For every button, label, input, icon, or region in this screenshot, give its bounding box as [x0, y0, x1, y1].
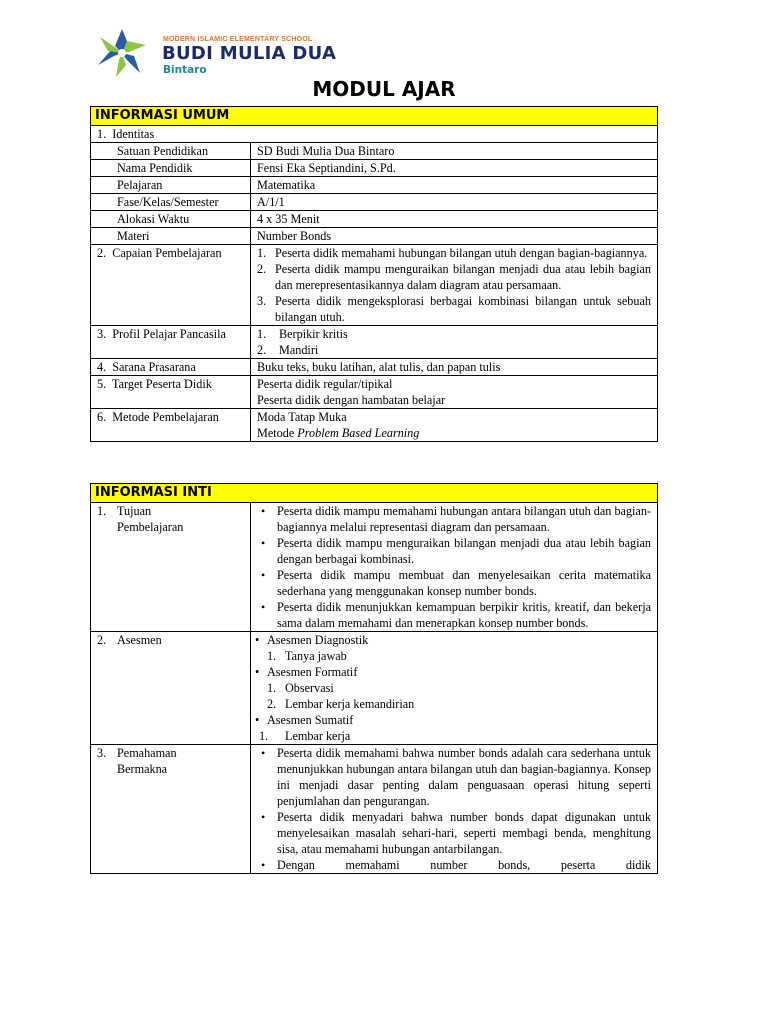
asesmen-group-title: Asesmen Sumatif — [267, 713, 354, 727]
identity-value: A/1/1 — [251, 194, 658, 211]
list-item — [255, 696, 651, 712]
table-row — [91, 211, 658, 228]
asesmen-label-cell — [91, 632, 251, 745]
table-row — [91, 376, 658, 409]
profil-label-cell — [91, 326, 251, 359]
list-text: Peserta didik mampu menguraikan bilangan menjadi dua atau lebih bagian dan merepresentasikannya dalam diagram atau persamaan. — [275, 262, 651, 292]
list-item — [257, 745, 651, 809]
list-text: Peserta didik memahami hubungan bilangan utuh dengan bagian-bagiannya. — [275, 246, 648, 260]
list-item — [257, 503, 651, 535]
table-row — [91, 632, 658, 745]
pemahaman-list — [251, 745, 658, 874]
list-text: Peserta didik mampu menguraikan bilangan menjadi dua atau lebih bagian dengan berbagai kombinasi. — [277, 536, 651, 566]
pemahaman-label: Pemahaman — [117, 746, 177, 760]
list-text: Peserta didik menunjukkan kemampuan berpikir kritis, kreatif, dan bekerja sama dalam memahami dan menerapkan konsep number bonds. — [277, 600, 651, 630]
list-item — [257, 245, 651, 261]
target-label: Target Peserta Didik — [112, 377, 212, 391]
row-number: 3. — [97, 327, 107, 341]
asesmen-group — [255, 664, 651, 680]
identity-label: Satuan Pendidikan — [91, 143, 251, 160]
metode-values — [251, 409, 658, 442]
capaian-label: Capaian Pembelajaran — [112, 246, 222, 260]
asesmen-list — [251, 632, 658, 745]
list-item — [257, 809, 651, 857]
row-number: 1. — [97, 504, 107, 518]
bullet-icon: • — [255, 713, 260, 727]
list-number: 1. — [267, 649, 277, 663]
row-number: 1. — [97, 127, 107, 141]
school-name: BUDI MULIA DUA — [162, 43, 337, 64]
list-text: Peserta didik mampu membuat dan menyelesaikan cerita matematika sederhana yang menggunakan konsep number bonds. — [277, 568, 651, 598]
list-number: 2. — [257, 343, 267, 357]
list-item — [255, 648, 651, 664]
metode-label: Metode Pembelajaran — [112, 410, 219, 424]
identity-label: Materi — [91, 228, 251, 245]
list-item — [257, 535, 651, 567]
identity-value: SD Budi Mulia Dua Bintaro — [251, 143, 658, 160]
sarana-label-cell — [91, 359, 251, 376]
row-number: 3. — [97, 746, 107, 760]
list-number: 1. — [267, 681, 277, 695]
list-text: Peserta didik mampu memahami hubungan antara bilangan utuh dan bagian-bagiannya melalui representasi diagram dan persamaan. — [277, 504, 651, 534]
bullet-icon: • — [261, 568, 266, 582]
pemahaman-label-cell — [91, 745, 251, 874]
table-row — [91, 503, 658, 632]
list-text: Dengan memahami number bonds, peserta didik — [277, 858, 651, 872]
table-row — [91, 143, 658, 160]
identitas-row — [91, 126, 658, 143]
school-tagline: MODERN ISLAMIC ELEMENTARY SCHOOL — [163, 36, 313, 43]
tujuan-list — [251, 503, 658, 632]
informasi-umum-table — [90, 106, 658, 442]
list-number: 1. — [259, 729, 269, 743]
metode-italic: Problem Based Learning — [297, 426, 420, 440]
list-text: Mandiri — [279, 343, 319, 357]
bullet-icon: • — [261, 600, 266, 614]
bullet-icon: • — [255, 665, 260, 679]
section-heading-inti: INFORMASI INTI — [91, 484, 658, 503]
bullet-icon: • — [255, 633, 260, 647]
capaian-list — [251, 245, 658, 326]
list-text: Lembar kerja kemandirian — [285, 697, 415, 711]
list-text: Peserta didik memahami bahwa number bonds adalah cara sederhana untuk menunjukkan hubungan antara bilangan utuh dan bagian-bagiannya. Konsep ini menjadi dasar penting dalam penguasaan operasi hitung seperti penjumlahan dan pengurangan. — [277, 746, 651, 808]
table-row — [91, 160, 658, 177]
asesmen-group — [255, 632, 651, 648]
page-title: MODUL AJAR — [312, 77, 456, 101]
list-item — [255, 728, 651, 744]
list-text: Peserta didik mengeksplorasi berbagai kombinasi bilangan untuk sebuah bilangan utuh. — [275, 294, 651, 324]
list-item — [257, 261, 651, 293]
bullet-icon: • — [261, 504, 266, 518]
list-text: Lembar kerja — [285, 729, 351, 743]
list-item — [257, 293, 651, 325]
table-row — [91, 194, 658, 211]
bullet-icon: • — [261, 858, 266, 872]
identity-label: Fase/Kelas/Semester — [91, 194, 251, 211]
metode-label-cell — [91, 409, 251, 442]
star-flower-logo-icon — [86, 27, 158, 79]
pemahaman-label: Bermakna — [117, 762, 168, 776]
identitas-label: Identitas — [112, 127, 155, 141]
asesmen-group-title: Asesmen Diagnostik — [267, 633, 369, 647]
table-row — [91, 177, 658, 194]
table-row — [91, 228, 658, 245]
tujuan-label-cell — [91, 503, 251, 632]
row-number: 4. — [97, 360, 107, 374]
list-item — [257, 342, 651, 358]
informasi-inti-table — [90, 483, 658, 874]
list-text: Tanya jawab — [285, 649, 347, 663]
row-number: 5. — [97, 377, 107, 391]
tujuan-label: Tujuan — [117, 504, 152, 518]
list-number: 1. — [257, 246, 267, 260]
section-heading-umum: INFORMASI UMUM — [91, 107, 658, 126]
list-number: 2. — [267, 697, 277, 711]
profil-list — [251, 326, 658, 359]
row-number: 2. — [97, 246, 107, 260]
school-location: Bintaro — [163, 64, 207, 76]
bullet-icon: • — [261, 810, 266, 824]
tujuan-label: Pembelajaran — [117, 520, 184, 534]
target-values — [251, 376, 658, 409]
identity-value: Fensi Eka Septiandini, S.Pd. — [251, 160, 658, 177]
identity-label: Nama Pendidik — [91, 160, 251, 177]
identity-label: Pelajaran — [91, 177, 251, 194]
asesmen-group — [255, 712, 651, 728]
list-number: 1. — [257, 327, 267, 341]
target-label-cell — [91, 376, 251, 409]
identity-value: 4 x 35 Menit — [251, 211, 658, 228]
identity-label: Alokasi Waktu — [91, 211, 251, 228]
table-row — [91, 745, 658, 874]
list-number: 2. — [257, 262, 267, 276]
table-row — [91, 409, 658, 442]
table-row — [91, 326, 658, 359]
asesmen-label: Asesmen — [117, 633, 162, 647]
school-logo — [86, 27, 376, 79]
sarana-label: Sarana Prasarana — [112, 360, 196, 374]
metode-line: Moda Tatap Muka — [257, 410, 347, 424]
list-item — [255, 680, 651, 696]
table-row — [91, 245, 658, 326]
list-text: Observasi — [285, 681, 334, 695]
metode-line — [257, 425, 651, 441]
list-item — [257, 857, 651, 873]
metode-prefix: Metode — [257, 426, 298, 440]
profil-label: Profil Pelajar Pancasila — [112, 327, 226, 341]
capaian-label-cell — [91, 245, 251, 326]
list-item — [257, 326, 651, 342]
row-number: 2. — [97, 633, 107, 647]
list-item — [257, 599, 651, 631]
row-number: 6. — [97, 410, 107, 424]
table-row — [91, 359, 658, 376]
asesmen-group-title: Asesmen Formatif — [267, 665, 358, 679]
list-number: 3. — [257, 294, 267, 308]
bullet-icon: • — [261, 536, 266, 550]
bullet-icon: • — [261, 746, 266, 760]
list-item — [257, 567, 651, 599]
target-line: Peserta didik dengan hambatan belajar — [257, 393, 446, 407]
identity-value: Number Bonds — [251, 228, 658, 245]
sarana-value: Buku teks, buku latihan, alat tulis, dan papan tulis — [251, 359, 658, 376]
identity-value: Matematika — [251, 177, 658, 194]
list-text: Berpikir kritis — [279, 327, 348, 341]
list-text: Peserta didik menyadari bahwa number bonds dapat digunakan untuk menyelesaikan masalah sehari-hari, seperti membagi benda, menghitung sisa, atau memahami hubungan antarbilangan. — [277, 810, 651, 856]
target-line: Peserta didik regular/tipikal — [257, 377, 393, 391]
